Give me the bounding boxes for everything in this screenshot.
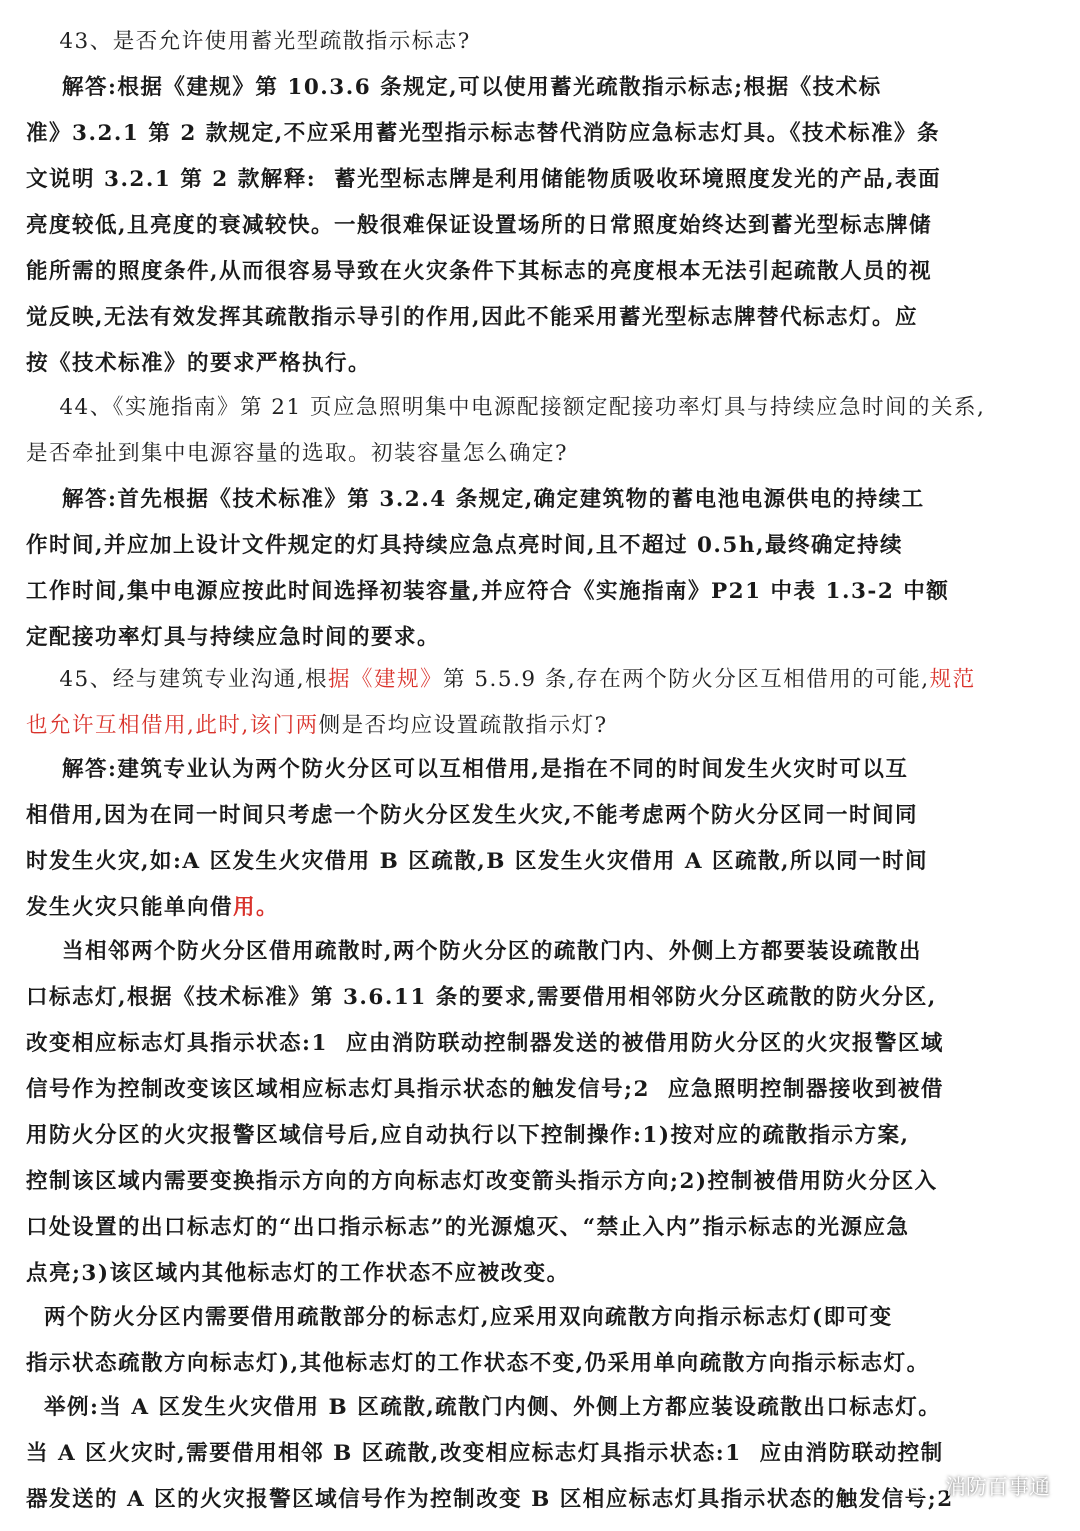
text-line [26,256,1056,288]
line-text: 发生火灾只能单向借 [26,895,234,920]
text-line [26,530,1056,562]
line-text: 器发送的 A 区的火灾报警区域信号作为控制改变 B 区相应标志灯具指示状态的触发信号;2 [26,1487,954,1512]
text-line [26,622,1056,654]
line-text: 口标志灯,根据《技术标准》第 3.6.11 条的要求,需要借用相邻防火分区疏散的防火分区, [26,985,937,1010]
text-line [26,1302,1056,1334]
line-text: 当相邻两个防火分区借用疏散时,两个防火分区的疏散门内、外侧上方都要装设疏散出 [26,939,922,964]
line-text-continued: 第 5.5.9 条,存在两个防火分区互相借用的可能, [443,667,930,692]
watermark-text: 消防百事通 [945,1475,1050,1499]
text-line [26,710,1056,742]
text-line [26,392,1056,424]
line-text: 用防火分区的火灾报警区域信号后,应自动执行以下控制操作:1)按对应的疏散指示方案, [26,1123,910,1148]
line-text: 指示状态疏散方向标志灯),其他标志灯的工作状态不变,仍采用单向疏散方向指示标志灯。 [26,1351,930,1376]
wechat-icon [907,1473,937,1499]
text-line [26,1258,1056,1290]
line-text: 时发生火灾,如:A 区发生火灾借用 B 区疏散,B 区发生火灾借用 A 区疏散,所以同一时间 [26,849,929,874]
text-line [26,118,1056,150]
text-line [26,1484,1056,1516]
text-line [26,1166,1056,1198]
line-text: 两个防火分区内需要借用疏散部分的标志灯,应采用双向疏散方向指示标志灯(即可变 [26,1305,893,1330]
text-line [26,348,1056,380]
highlighted-text: 规范 [929,667,976,692]
line-text: 作时间,并应加上设计文件规定的灯具持续应急点亮时间,且不超过 0.5h,最终确定持续 [26,533,903,558]
text-line [26,664,1056,696]
line-text: 相借用,因为在同一时间只考虑一个防火分区发生火灾,不能考虑两个防火分区同一时间同 [26,803,918,828]
line-text: 44、《实施指南》第 21 页应急照明集中电源配接额定配接功率灯具与持续应急时间的关系, [26,395,986,420]
line-text: 43、是否允许使用蓄光型疏散指示标志? [26,29,471,54]
line-text: 准》3.2.1 第 2 款规定,不应采用蓄光型指示标志替代消防应急标志灯具。《技术标准》条 [26,121,941,146]
line-text: 解答:根据《建规》第 10.3.6 条规定,可以使用蓄光疏散指示标志;根据《技术标 [26,75,882,100]
text-line [26,576,1056,608]
text-line [26,1392,1056,1424]
line-text: 控制该区域内需要变换指示方向的方向标志灯改变箭头指示方向;2)控制被借用防火分区入 [26,1169,938,1194]
line-text: 工作时间,集中电源应按此时间选择初装容量,并应符合《实施指南》P21 中表 1.3-2 中额 [26,579,950,604]
line-text: 举例:当 A 区发生火灾借用 B 区疏散,疏散门内侧、外侧上方都应装设疏散出口标志灯。 [26,1395,942,1420]
text-line [26,302,1056,334]
line-text: 解答:建筑专业认为两个防火分区可以互相借用,是指在不同的时间发生火灾时可以互 [26,757,909,782]
line-text: 口处设置的出口标志灯的“出口指示标志”的光源熄灭、“禁止入内”指示标志的光源应急 [26,1215,910,1240]
text-line [26,1028,1056,1060]
line-text-continued: 侧是否均应设置疏散指示灯? [318,713,608,738]
text-line [26,1120,1056,1152]
line-text: 解答:首先根据《技术标准》第 3.2.4 条规定,确定建筑物的蓄电池电源供电的持续工 [26,487,925,512]
text-line [26,1438,1056,1470]
text-line [26,26,1056,58]
line-text: 45、经与建筑专业沟通,根 [26,667,329,692]
text-line [26,438,1056,470]
line-text: 点亮;3)该区域内其他标志灯的工作状态不应被改变。 [26,1261,570,1286]
text-line [26,754,1056,786]
highlighted-text: 也允许互相借用,此时,该门两 [26,713,319,738]
line-text: 改变相应标志灯具指示状态:1 应由消防联动控制器发送的被借用防火分区的火灾报警区域 [26,1031,944,1056]
text-line [26,164,1056,196]
line-text: 觉反映,无法有效发挥其疏散指示导引的作用,因此不能采用蓄光型标志牌替代标志灯。应 [26,305,918,330]
line-text: 当 A 区火灾时,需要借用相邻 B 区疏散,改变相应标志灯具指示状态:1 应由消防联动控制 [26,1441,944,1466]
highlighted-text: 用。 [233,895,280,920]
text-line [26,72,1056,104]
text-line [26,982,1056,1014]
text-line [26,1074,1056,1106]
text-line [26,210,1056,242]
line-text: 文说明 3.2.1 第 2 款解释: 蓄光型标志牌是利用储能物质吸收环境照度发光的产品,表面 [26,167,942,192]
text-line [26,484,1056,516]
line-text: 定配接功率灯具与持续应急时间的要求。 [26,625,441,650]
line-text: 按《技术标准》的要求严格执行。 [26,351,372,376]
text-line [26,800,1056,832]
line-text: 信号作为控制改变该区域相应标志灯具指示状态的触发信号;2 应急照明控制器接收到被借 [26,1077,944,1102]
highlighted-text: 据《建规》 [328,667,444,692]
line-text: 能所需的照度条件,从而很容易导致在火灾条件下其标志的亮度根本无法引起疏散人员的视 [26,259,932,284]
text-line [26,1348,1056,1380]
text-line [26,846,1056,878]
text-line [26,892,1056,924]
text-line [26,1212,1056,1244]
line-text: 亮度较低,且亮度的衰减较快。一般很难保证设置场所的日常照度始终达到蓄光型标志牌储 [26,213,932,238]
line-text: 是否牵扯到集中电源容量的选取。初装容量怎么确定? [26,441,569,466]
text-line [26,936,1056,968]
watermark [907,1466,1050,1506]
